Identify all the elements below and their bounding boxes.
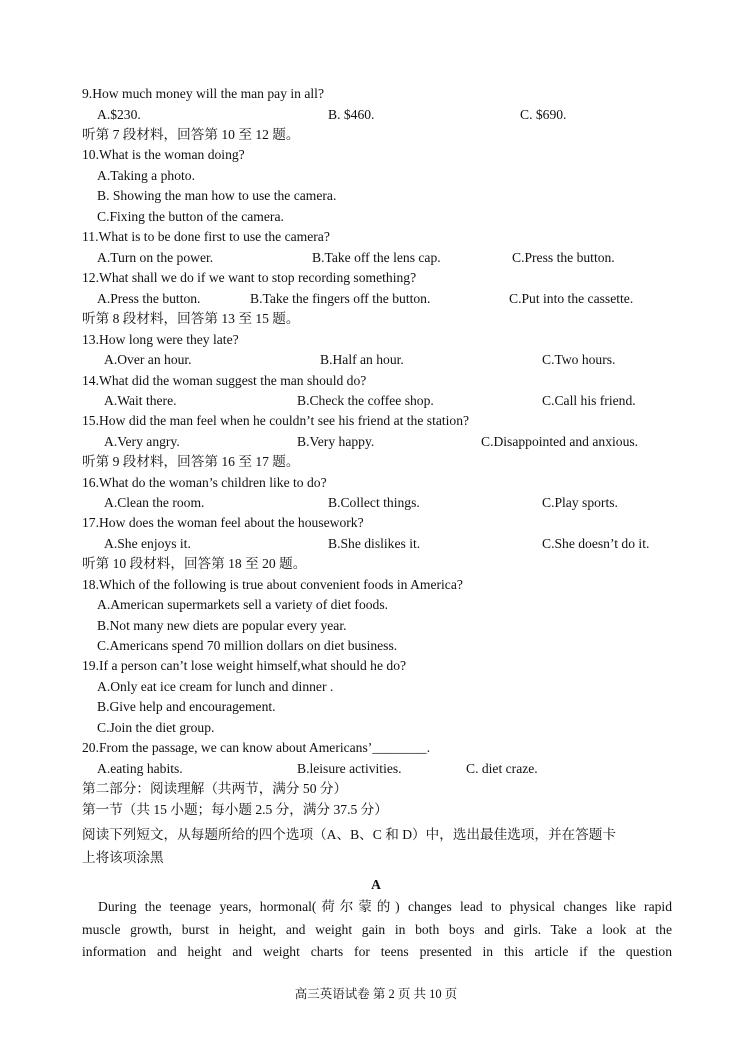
- question-20-option-a: A.eating habits.: [97, 761, 183, 776]
- question-18-option-a: A.American supermarkets sell a variety of diet foods.: [97, 597, 389, 612]
- question-16-option-a: A.Clean the room.: [104, 495, 205, 510]
- section-10-instruction: 听第 10 段材料，回答第 18 至 20 题。: [82, 556, 307, 571]
- question-11-option-c: C.Press the button.: [512, 250, 615, 265]
- question-18-stem: 18.Which of the following is true about convenient foods in America?: [82, 577, 463, 592]
- question-20-option-c: C. diet craze.: [466, 761, 538, 776]
- question-12-option-b: B.Take the fingers off the button.: [250, 291, 431, 306]
- question-14-option-a: A.Wait there.: [104, 393, 177, 408]
- section-8-instruction: 听第 8 段材料，回答第 13 至 15 题。: [82, 311, 300, 326]
- question-17-option-a: A.She enjoys it.: [104, 536, 191, 551]
- question-12-stem: 12.What shall we do if we want to stop recording something?: [82, 270, 417, 285]
- question-9-option-b: B. $460.: [328, 107, 375, 122]
- question-19-option-a: A.Only eat ice cream for lunch and dinner .: [97, 679, 334, 694]
- question-10-option-c: C.Fixing the button of the camera.: [97, 209, 284, 224]
- section-9-instruction: 听第 9 段材料，回答第 16 至 17 题。: [82, 454, 300, 469]
- question-16-option-b: B.Collect things.: [328, 495, 420, 510]
- passage-title: A: [371, 877, 381, 892]
- question-19-option-c: C.Join the diet group.: [97, 720, 215, 735]
- page-footer: 高三英语试卷 第 2 页 共 10 页: [294, 987, 458, 1001]
- question-12-option-c: C.Put into the cassette.: [509, 291, 634, 306]
- question-11-option-a: A.Turn on the power.: [97, 250, 214, 265]
- question-20-stem: [82, 739, 430, 757]
- question-15-option-b: B.Very happy.: [297, 434, 375, 449]
- question-9-option-a: A.$230.: [97, 107, 141, 122]
- question-20-stem-text: 20.From the passage, we can know about Americans’: [82, 740, 373, 755]
- question-15-option-c: C.Disappointed and anxious.: [481, 434, 639, 449]
- part2-instruction-line2: 上将该项涂黑: [82, 850, 164, 865]
- question-11-option-b: B.Take off the lens cap.: [312, 250, 441, 265]
- question-16-option-c: C.Play sports.: [542, 495, 618, 510]
- passage-line-2: muscle growth, burst in height, and weight gain in both boys and girls. Take a look at the: [82, 921, 672, 937]
- question-18-option-b: B.Not many new diets are popular every year.: [97, 618, 347, 633]
- section-7-instruction: 听第 7 段材料，回答第 10 至 12 题。: [82, 127, 300, 142]
- answer-blank: ________: [372, 740, 427, 755]
- question-20-stem-end: .: [426, 740, 431, 755]
- question-20-option-b: B.leisure activities.: [297, 761, 402, 776]
- question-9-option-c: C. $690.: [520, 107, 567, 122]
- part2-heading: 第二部分：阅读理解（共两节，满分 50 分）: [82, 781, 348, 796]
- question-14-option-b: B.Check the coffee shop.: [297, 393, 434, 408]
- question-14-option-c: C.Call his friend.: [542, 393, 636, 408]
- part2-section1: 第一节（共 15 小题；每小题 2.5 分，满分 37.5 分）: [82, 802, 388, 817]
- question-19-option-b: B.Give help and encouragement.: [97, 699, 276, 714]
- passage-line-3: information and height and weight charts for teens presented in this article if the question: [82, 944, 672, 959]
- question-10-option-a: A.Taking a photo.: [97, 168, 195, 183]
- part2-instruction-line1: 阅读下列短文，从每题所给的四个选项（A、B、C 和 D）中，选出最佳选项，并在答题卡: [82, 827, 616, 842]
- question-10-stem: 10.What is the woman doing?: [82, 147, 245, 162]
- passage-body: [82, 896, 672, 964]
- question-17-option-c: C.She doesn’t do it.: [542, 536, 650, 551]
- question-17-stem: 17.How does the woman feel about the housework?: [82, 515, 364, 530]
- question-10-option-b: B. Showing the man how to use the camera.: [97, 188, 337, 203]
- question-16-stem: 16.What do the woman’s children like to do?: [82, 475, 327, 490]
- question-15-option-a: A.Very angry.: [104, 434, 180, 449]
- passage-line-1: During the teenage years, hormonal(荷尔蒙的) changes lead to physical changes like rapid: [98, 899, 672, 914]
- question-13-option-c: C.Two hours.: [542, 352, 616, 367]
- question-19-stem: 19.If a person can’t lose weight himself,what should he do?: [82, 658, 407, 673]
- question-17-option-b: B.She dislikes it.: [328, 536, 421, 551]
- question-12-option-a: A.Press the button.: [97, 291, 201, 306]
- question-13-option-b: B.Half an hour.: [320, 352, 404, 367]
- question-9-stem: 9.How much money will the man pay in all?: [82, 86, 324, 101]
- question-18-option-c: C.Americans spend 70 million dollars on diet business.: [97, 638, 398, 653]
- question-11-stem: 11.What is to be done first to use the camera?: [82, 229, 330, 244]
- question-13-option-a: A.Over an hour.: [104, 352, 192, 367]
- question-14-stem: 14.What did the woman suggest the man should do?: [82, 373, 367, 388]
- question-15-stem: 15.How did the man feel when he couldn’t see his friend at the station?: [82, 413, 470, 428]
- question-13-stem: 13.How long were they late?: [82, 332, 239, 347]
